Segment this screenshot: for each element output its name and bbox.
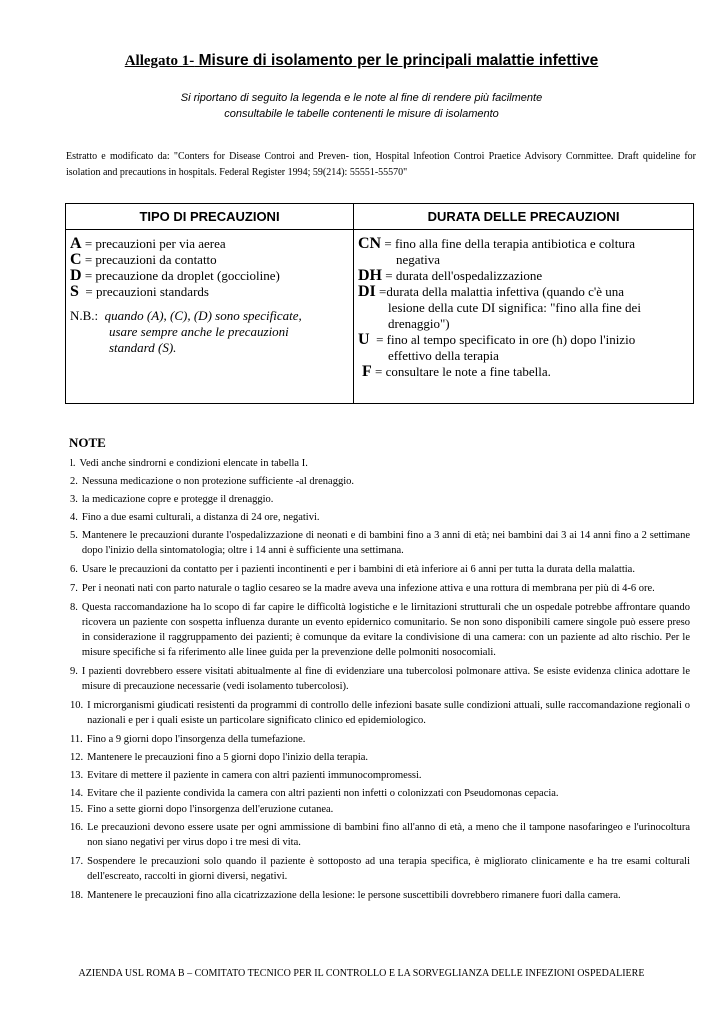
note-item [70, 600, 690, 660]
precaution-duration-cell [354, 230, 694, 404]
note-item [70, 492, 690, 507]
note-number: 15. [70, 804, 84, 815]
note-text: Vedi anche sindrorni e condizioni elencate in tabella I. [79, 458, 308, 469]
legend-item-d: D = precauzione da droplet (goccioline) [70, 267, 280, 284]
note-text: Fino a 9 giorni dopo l'insorgenza della tumefazione. [86, 734, 306, 745]
legend-item-dh: DH = durata dell'ospedalizzazione [358, 267, 543, 284]
note-text: I pazienti dovrebbero essere visitati abitualmente al fine di evidenziare una tubercolosi polmonare attiva. Se esiste evidenza clinica adottare le misure di precauzione necessarie (vedi isolamento tubercolosi). [81, 666, 690, 692]
note-number: 7. [70, 583, 78, 594]
note-item [70, 474, 690, 489]
legend-item-u: U = fino al tempo specificato in ore (h) dopo l'inizio [358, 331, 636, 348]
note-item [70, 854, 690, 884]
legend-item-c: C = precauzioni da contatto [70, 251, 217, 268]
note-number: 3. [70, 494, 78, 505]
note-item [70, 562, 690, 577]
notes-list [70, 456, 690, 903]
subtitle-line-2: consultabile le tabelle contenenti le misure di isolamento [224, 108, 499, 120]
nb-line-1: quando (A), (C), (D) sono specificate, [104, 308, 302, 323]
note-text: Usare le precauzioni da contatto per i pazienti incontinenti e per i bambini di età inferiore ai 6 anni per tutta la durata della malattia. [81, 564, 635, 575]
legend-item-cn-cont: negativa [396, 252, 441, 267]
header-precaution-type: TIPO DI PRECAUZIONI [66, 204, 354, 230]
note-item [70, 786, 690, 801]
note-item [70, 732, 690, 747]
note-number: 11. [70, 734, 83, 745]
note-number: 17. [70, 856, 84, 867]
note-number: 5. [70, 530, 78, 541]
subtitle-line-1: Si riportano di seguito la legenda e le note al fine di rendere più facilmente [180, 92, 543, 104]
page-footer: AZIENDA USL ROMA B – COMITATO TECNICO PER IL CONTROLLO E LA SORVEGLIANZA DELLE INFEZIONI OSPEDALIERE [78, 968, 645, 979]
note-number: 16. [70, 822, 84, 833]
note-text: Le precauzioni devono essere usate per ogni ammissione di bambini fino all'anno di età, a meno che il tampone nasofaringeo e l'urinocoltura non siano negativi per virus dopo i tre mesi di vita. [87, 822, 690, 848]
note-text: Nessuna medicazione o non protezione sufficiente -al drenaggio. [81, 476, 354, 487]
notes-heading: NOTE [69, 435, 106, 450]
note-number: 18. [70, 890, 84, 901]
note-item [70, 528, 690, 558]
note-text: la medicazione copre e protegge il drenaggio. [81, 494, 274, 505]
note-number: 2. [70, 476, 78, 487]
note-text: Per i neonati nati con parto naturale o taglio cesareo se la madre aveva una infezione attiva e una rottura di membrana per più di 4-6 ore. [81, 583, 655, 594]
note-number: l. [70, 458, 76, 469]
note-item [70, 802, 690, 817]
note-text: Mantenere le precauzioni fino alla cicatrizzazione della lesione: le persone suscettibili dovrebbero rimanere fuori dalla camera. [87, 890, 621, 901]
nb-line-2: usare sempre anche le precauzioni [109, 324, 289, 339]
source-citation: Estratto e modificato da: "Conters for Disease Controi and Preven- tion, Hospital lnfeotion Controi Praetice Advisory Cornmittee. Draft quideline for isolation and precautions in hospitals. Federal Register 1994; 59(214): 55551-55570" [66, 151, 696, 178]
legend-item-a: A = precauzioni per via aerea [70, 235, 226, 252]
note-text: Fino a due esami culturali, a distanza di 24 ore, negativi. [81, 512, 320, 523]
note-item [70, 820, 690, 850]
note-number: 4. [70, 512, 78, 523]
note-item [70, 664, 690, 694]
note-number: 8. [70, 602, 78, 613]
note-text: Sospendere le precauzioni solo quando il paziente è sottoposto ad una terapia specifica, è migliorato clinicamente e ha tre esami colturali dell'escreato, raccolti in giorni diversi, negativi. [87, 856, 690, 882]
note-item [70, 456, 690, 471]
note-number: 13. [70, 770, 84, 781]
title-prefix: Allegato 1- [124, 53, 195, 69]
legend-item-cn: CN = fino alla fine della terapia antibiotica e coltura [358, 235, 635, 252]
nb-note [70, 308, 349, 356]
precaution-type-cell [66, 230, 354, 404]
note-text: Questa raccomandazione ha lo scopo di far capire le difficoltà logistiche e le lirnitazioni strutturali che un ospedale potrebbe affrontare quando ricovera un paziente con sospetta influenza durante un evento epidernico comunitario. Se non sono disponibili camere singole può essere preso in considerazione il raggruppamento dei pazienti; è comunque da evitare la condivisione di una camera: con un paziente ad alto rischio. Per le misure specifiche si fa riferimento alle linee guida per la prevenzione delle polmoniti nosocomiali. [81, 602, 690, 658]
note-number: 12. [70, 752, 84, 763]
note-text: Evitare di mettere il paziente in camera con altri pazienti immunocompromessi. [87, 770, 422, 781]
legend-item-di: DI =durata della malattia infettiva (quando c'è una [358, 283, 625, 300]
legend-item-f: F = consultare le note a fine tabella. [362, 363, 551, 380]
page-title [0, 52, 723, 70]
note-item [70, 698, 690, 728]
header-precaution-duration: DURATA DELLE PRECAUZIONI [354, 204, 694, 230]
note-number: 9. [70, 666, 78, 677]
note-number: 14. [70, 788, 84, 799]
note-text: Mantenere le precauzioni durante l'ospedalizzazione di neonati e di bambini fino a 3 anni di età; nei bambini dai 3 ai 14 anni fino a 2 settimane dopo l'inizio della sintomatologia; oltre i 14 anni è sufficiente una settimana. [81, 530, 690, 556]
nb-line-3: standard (S). [109, 340, 177, 355]
note-item [70, 581, 690, 596]
legend-item-di-cont-1: lesione della cute DI significa: "fino alla fine dei [388, 300, 641, 315]
legend-item-u-cont: effettivo della terapia [388, 348, 499, 363]
note-item [70, 768, 690, 783]
note-item [70, 510, 690, 525]
note-number: 10. [70, 700, 84, 711]
note-text: Mantenere le precauzioni fino a 5 giorni dopo l'inizio della terapia. [87, 752, 369, 763]
note-number: 6. [70, 564, 78, 575]
note-text: I microrganismi giudicati resistenti da programmi di controllo delle infezioni basate sulle condizioni attuali, sulle raccomandazione regionali o nazionali e per i quali esiste un particolare significato clinico ed epidemiologico. [87, 700, 690, 726]
legend-item-di-cont-2: drenaggio") [388, 316, 450, 331]
note-text: Fino a sette giorni dopo l'insorgenza dell'eruzione cutanea. [87, 804, 334, 815]
note-text: Evitare che il paziente condivida la camera con altri pazienti non infetti o colonizzati con Pseudomonas cepacia. [87, 788, 559, 799]
legend-item-s: S = precauzioni standards [70, 283, 209, 300]
nb-label: N.B.: [70, 308, 99, 323]
note-item [70, 750, 690, 765]
precautions-table [65, 203, 694, 404]
subtitle [0, 90, 723, 122]
title-main: Misure di isolamento per le principali malattie infettive [194, 52, 599, 69]
note-item [70, 888, 690, 903]
